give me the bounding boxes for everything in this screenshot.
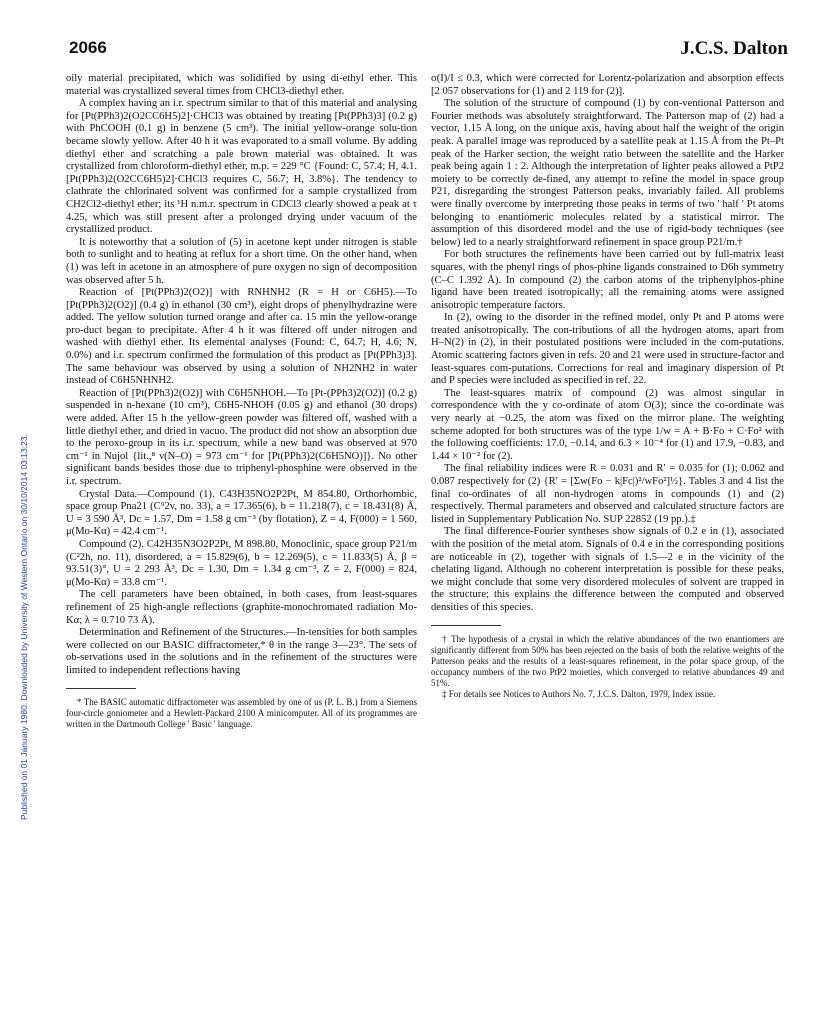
- footnote-text: * The BASIC automatic diffractometer was assembled by one of us (P. L. B.) from a Siemens four-circle goniometer and a Hewlett-Packard 2100 A minicomputer. All of its programmes are written in the Dartmouth College ' Basic ' language.: [66, 696, 417, 729]
- left-column: [66, 73, 417, 730]
- paragraph: It is noteworthy that a solution of (5) in acetone kept under nitrogen is stable both to sunlight and to heating at reflux for a short time. On the other hand, when (1) was left in acetone in an atmosphere of pure oxygen no sign of decomposition was observed after 5 h.: [66, 236, 417, 286]
- footnote-text: † The hypothesis of a crystal in which the relative abundances of the two enantiomers are significantly different from 50% has been rejected on the basis of both the relative weights of the Patterson peaks and the results of a least-squares refinement, in the polar space group, of the occupancy numbers of the two PtP2 moieties, which converged to relative abundances 49 and 51%.: [431, 633, 784, 688]
- paragraph: Compound (2). C42H35N3O2P2Pt, M 898.80, Monoclinic, space group P21/m (C²2h, no. 11), disordered, a = 15.829(6), b = 12.269(5), c = 11.833(5) Å, β = 93.51(3)°, U = 2 293 Å³, Dc = 1.30, Dm = 1.34 g cm⁻³, Z = 2, F(000) = 824, μ(Mo-Kα) = 33.8 cm⁻¹.: [66, 538, 417, 588]
- footnote: [66, 697, 417, 730]
- paragraph: The solution of the structure of compound (1) by con-ventional Patterson and Fourier methods was absolutely straightforward. The Patterson map of (2) had a vector, 1.15 Å long, on the unique axis, having about half the weight of the origin peak. A parallel image was reproduced by a satellite peak at 1.15 Å from the Pt–Pt peak of the Harker section, the weight ratio between the satellite and the Harker peak being again 1 : 2. Although the interpretation of lighter peaks allowed a PtP2 moiety to be correctly de-fined, any attempt to refine the model in space group P21, disregarding the strongest Patterson peaks, invariably failed. All problems were finally overcome by interpreting those peaks in terms of two ' half ' Pt atoms belonging to enantiomeric molecules related by a statistical mirror. The assumption of this disordered model and the use of rigid-body techniques (see below) led to a nearly straightforward refinement in space group P21/m.†: [431, 98, 784, 248]
- paragraph: In (2), owing to the disorder in the refined model, only Pt and P atoms were treated anisotropically. The con-tributions of all the hydrogen atoms, apart from H–N(2) in (2), in their postulated positions were included in the com-putations. Atomic scattering factors given in refs. 20 and 21 were used in structure-factor and least-squares com-putations. Corrections for real and imaginary dispersion of Pt and P species were included as specified in ref. 22.: [431, 312, 784, 387]
- footnote-text: ‡ For details see Notices to Authors No. 7, J.C.S. Dalton, 1979, Index issue.: [442, 688, 716, 699]
- paragraph: A complex having an i.r. spectrum similar to that of this material and analysing for [Pt(PPh3)2(O2CC6H5)2]·CHCl3 was obtained by treating [Pt(PPh3)3] (0.2 g) with PhCOOH (0.1 g) in benzene (5 cm³). The initial yellow-orange solu-tion became slowly yellow. After 40 h it was evaporated to a small volume. By adding diethyl ether and scratching a pale brown material was obtained. It was crystallized from chloroform-diethyl ether, m.p. = 229 °C {Found: C, 57.4; H, 4.1. [Pt(PPh3)2(O2CC6H5)2]·CHCl3 requires C, 56.7; H, 3.8%}. The tendency to clathrate the chlorinated solvent was confirmed for a sample crystallized from CH2Cl2-diethyl ether; its ¹H n.m.r. spectrum in CDCl3 clearly showed a peak at τ 4.25, which was still present after a prolonged drying under vacuum of the crystallized product.: [66, 98, 417, 236]
- footnote-rule: [431, 625, 501, 626]
- page-number: 2066: [69, 38, 107, 57]
- journal-title: J.C.S. Dalton: [680, 38, 788, 59]
- paragraph: The final reliability indices were R = 0.031 and R′ = 0.035 for (1); 0.062 and 0.087 respectively for (2) {R′ = [Σw(Fo − k|Fc|)²/wFo²]½}. Tables 3 and 4 list the final co-ordinates of all non-hydrogen atoms in compounds (1) and (2) respectively. Thermal parameters and observed and calculated structure factors are listed in Supplementary Publication No. SUP 22852 (19 pp.).‡: [431, 463, 784, 525]
- sidebar-note[interactable]: Published on 01 January 1980. Downloaded by University of Western Ontario on 30/10/2014 03:13:23.: [19, 434, 29, 820]
- paragraph: oily material precipitated, which was solidified by using di-ethyl ether. This material was crystallized several times from CHCl3-diethyl ether.: [66, 73, 417, 97]
- paragraph: Crystal Data.—Compound (1). C43H35NO2P2Pt, M 854.80, Orthorhombic, space group Pna21 (C⁹2v, no. 33), a = 17.365(6), b = 11.218(7), c = 18.431(8) Å, U = 3 590 Å³, Dc = 1.57, Dm = 1.58 g cm⁻³ (by flotation), Z = 4, F(000) = 1 560, μ(Mo-Kα) = 42.4 cm⁻¹.: [66, 488, 417, 538]
- footnote-rule: [66, 688, 136, 689]
- footnote: [431, 634, 784, 700]
- paragraph: The least-squares matrix of compound (2) was almost singular in correspondence with the y co-ordinate of atom O(3); since the co-ordinate was very nearly at −0.25, the atom was fixed on the mirror plane. The weighting scheme adopted for both structures was of the type 1/w = A + B·Fo + C·Fo² with the following coefficients: 17.0, −0.14, and 6.3 × 10⁻⁴ for (1) and 17.9, −0.83, and 1.44 × 10⁻² for (2).: [431, 387, 784, 462]
- paragraph: σ(I)/I ≤ 0.3, which were corrected for Lorentz-polarization and absorption effects [2 057 observations for (1) and 2 119 for (2)].: [431, 73, 784, 97]
- paragraph: Reaction of [Pt(PPh3)2(O2)] with C6H5NHOH.—To [Pt-(PPh3)2(O2)] (0.2 g) suspended in n-hexane (10 cm³), C6H5-NHOH (0.05 g) and ethanol (30 drops) were added. After 15 h the yellow-green powder was filtered off, washed with a little diethyl ether, and dried in vacuo. The product did not show an absorption due to the peroxo-group in its i.r. spectrum, while a new band was observed at 970 cm⁻¹ in Nujol {lit.,⁸ ν(N–O) = 973 cm⁻¹ for [Pt(PPh3)2(C6H5NO)]}. No other significant bands besides those due to triphenyl-phosphine were observed in the i.r. spectrum.: [66, 387, 417, 487]
- paragraph: The cell parameters have been obtained, in both cases, from least-squares refinement of 25 high-angle reflections (graphite-monochromated radiation Mo-Kα; λ = 0.710 73 Å).: [66, 589, 417, 626]
- paragraph: Reaction of [Pt(PPh3)2(O2)] with RNHNH2 (R = H or C6H5).—To [Pt(PPh3)2(O2)] (0.4 g) in ethanol (30 cm³), eight drops of phenylhydrazine were added. The yellow solution turned orange and after ca. 15 min the yellow-orange pro-duct began to precipitate. After 4 h it was filtered off under nitrogen and washed with diethyl ether. Its elemental analyses (Found: C, 64.7; H, 4.6; N, 0.0%) and i.r. spectrum confirmed the formulation of this product as [Pt(PPh3)3]. The same behaviour was observed by using a solution of NH2NH2 in water instead of C6H5NHNH2.: [66, 287, 417, 387]
- right-column: [431, 73, 784, 700]
- paragraph: Determination and Refinement of the Structures.—In-tensities for both samples were collected on our BASIC diffractometer,* θ in the range 3—23°. The sets of ob-servations used in the solutions and in the refinement of the structures were limited to independent reflections having: [66, 627, 417, 676]
- paragraph: For both structures the refinements have been carried out by full-matrix least squares, with the phenyl rings of phos-phine ligands constrained to D6h symmetry (C–C 1.392 Å). In compound (2) the carbon atoms of the triphenylphos-phine ligand have been treated isotropically; all the remaining atoms were assigned anisotropic temperature factors.: [431, 249, 784, 311]
- paragraph: The final difference-Fourier syntheses show signals of 0.2 e in (1), associated with the position of the metal atom. Signals of 0.4 e in the corresponding positions are noticeable in (2), together with signals of 1.5—2 e in the vicinity of the chelating ligand. Although no coherent interpretation is possible for these peaks, we might conclude that some very disordered molecules of solvent are trapped in the structure; this explains the difference between the computed and observed densities of this species.: [431, 526, 784, 613]
- publication-sidebar: [8, 120, 29, 820]
